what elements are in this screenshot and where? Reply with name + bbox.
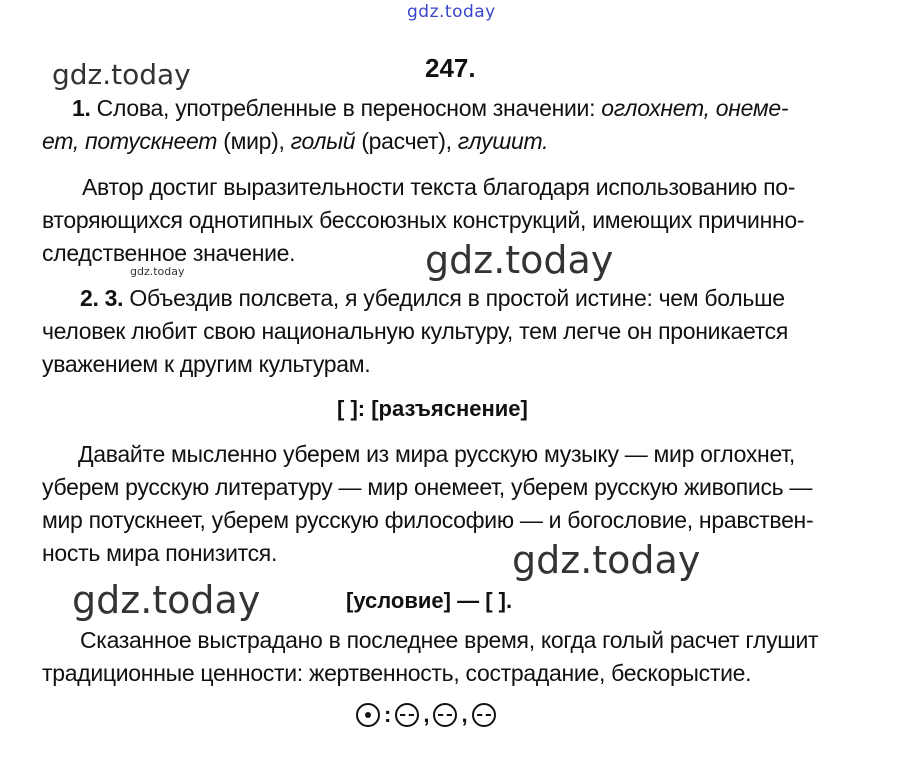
watermark-top: gdz.today [407,2,496,22]
paragraph3-line4: ность мира понизится. [42,540,278,566]
part23-line2: человек любит свою национальную культуру, тем легче он проникается [42,318,789,344]
homogeneous-member-circle-icon [472,703,496,727]
paragraph4-line1: Сказанное выстрадано в последнее время, когда голый расчет глушит [80,627,819,653]
part1-number: 1. [72,95,91,121]
exercise-number: 247. [425,53,476,83]
part1-italic3: голый [290,128,356,154]
part1-italic2: ет, потускнеет [42,128,218,154]
part1-line1 [72,95,788,122]
watermark: gdz.today [72,578,261,622]
paragraph2-line2: вторяющихся однотипных бессоюзных конструкций, имеющих причинно- [42,207,805,233]
scheme-explanation: [ ]: [разъяснение] [337,396,528,421]
scheme-comma: , [423,702,430,727]
part1-intro: Слова, употребленные в переносном значении: [90,95,602,121]
part23-line3: уважением к другим культурам. [42,351,371,377]
homogeneous-member-circle-icon [433,703,457,727]
part1-italic4: глушит. [457,128,549,154]
watermark-small: gdz.today [130,265,185,278]
paragraph3-line1: Давайте мысленно уберем из мира русскую музыку — мир оглохнет, [78,441,795,467]
part1-paren1: (мир), [217,128,291,154]
scheme-condition: [условие] — [ ]. [346,588,513,613]
homogeneous-member-circle-icon [395,703,419,727]
part1-line2 [42,128,548,155]
part23-number: 2. 3. [80,285,124,311]
scheme-circles [356,702,496,728]
part23-line1 [80,285,785,312]
scheme-colon: : [384,702,392,727]
watermark: gdz.today [425,238,614,282]
part1-paren2: (расчет), [355,128,458,154]
paragraph3-line2: уберем русскую литературу — мир онемеет, уберем русскую живопись — [42,474,813,500]
part1-italic: оглохнет, онеме- [601,95,789,121]
paragraph3-line3: мир потускнеет, уберем русскую философию — и богословие, нравствен- [42,507,814,533]
paragraph2-line3: следственное значение. [42,240,296,266]
main-clause-circle-icon [356,703,380,727]
paragraph2-line1: Автор достиг выразительности текста благодаря использованию по- [82,174,796,200]
watermark: gdz.today [52,58,191,91]
scheme-comma: , [461,702,468,727]
watermark: gdz.today [512,538,701,582]
paragraph4-line2: традиционные ценности: жертвенность, сострадание, бескорыстие. [42,660,752,686]
part23-text1: Объездив полсвета, я убедился в простой истине: чем больше [123,285,785,311]
